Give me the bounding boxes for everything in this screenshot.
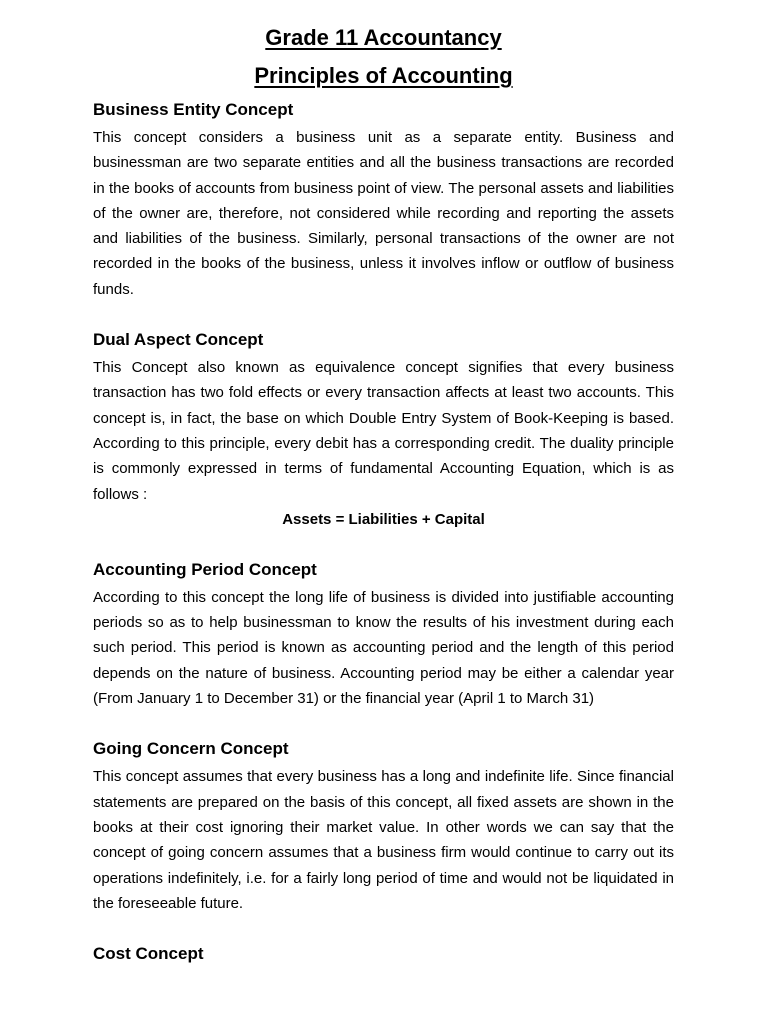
accounting-equation: Assets = Liabilities + Capital bbox=[282, 510, 485, 528]
section-heading-dual-aspect: Dual Aspect Concept bbox=[93, 330, 264, 350]
section-heading-cost-concept: Cost Concept bbox=[93, 944, 204, 964]
section-body-business-entity: This concept considers a business unit as a separate entity. Business and businessman are two separate entities and all the business transactions are recorded in the books of accounts from business point of view. The personal assets and liabilities of the owner are, therefore, not considered while recording and reporting the assets and liabilities of the business. Similarly, personal transactions of the owner are not recorded in the books of the business, unless it involves inflow or outflow of business funds. bbox=[93, 129, 674, 298]
document-title: Grade 11 Accountancy bbox=[265, 25, 502, 50]
section-body-going-concern: This concept assumes that every business has a long and indefinite life. Since financial statements are prepared on the basis of this concept, all fixed assets are shown in the books at their cost ignoring their market value. In other words we can say that the concept of going concern assumes that a business firm would continue to carry out its operations indefinitely, i.e. for a fairly long period of time and would not be liquidated in the foreseeable future. bbox=[93, 768, 674, 912]
section-body-dual-aspect: This Concept also known as equivalence concept signifies that every business transaction has two fold effects or every transaction affects at least two accounts. This concept is, in fact, the base on which Double Entry System of Book-Keeping is based. According to this principle, every debit has a corresponding credit. The duality principle is commonly expressed in terms of fundamental Accounting Equation, which is as follows : bbox=[93, 359, 674, 503]
document-page bbox=[93, 0, 674, 965]
section-heading-accounting-period: Accounting Period Concept bbox=[93, 559, 317, 579]
section-heading-business-entity: Business Entity Concept bbox=[93, 100, 294, 119]
section-heading-going-concern: Going Concern Concept bbox=[93, 739, 289, 759]
document-subtitle: Principles of Accounting bbox=[254, 63, 513, 88]
section-body-accounting-period: According to this concept the long life of business is divided into justifiable accounting periods so as to help businessman to know the results of his investment during each such period. This period is known as accounting period and the length of this period depends on the nature of business. Accounting period may be either a calendar year (From January 1 to December 31) or the financial year (April 1 to March 31) bbox=[93, 588, 674, 708]
